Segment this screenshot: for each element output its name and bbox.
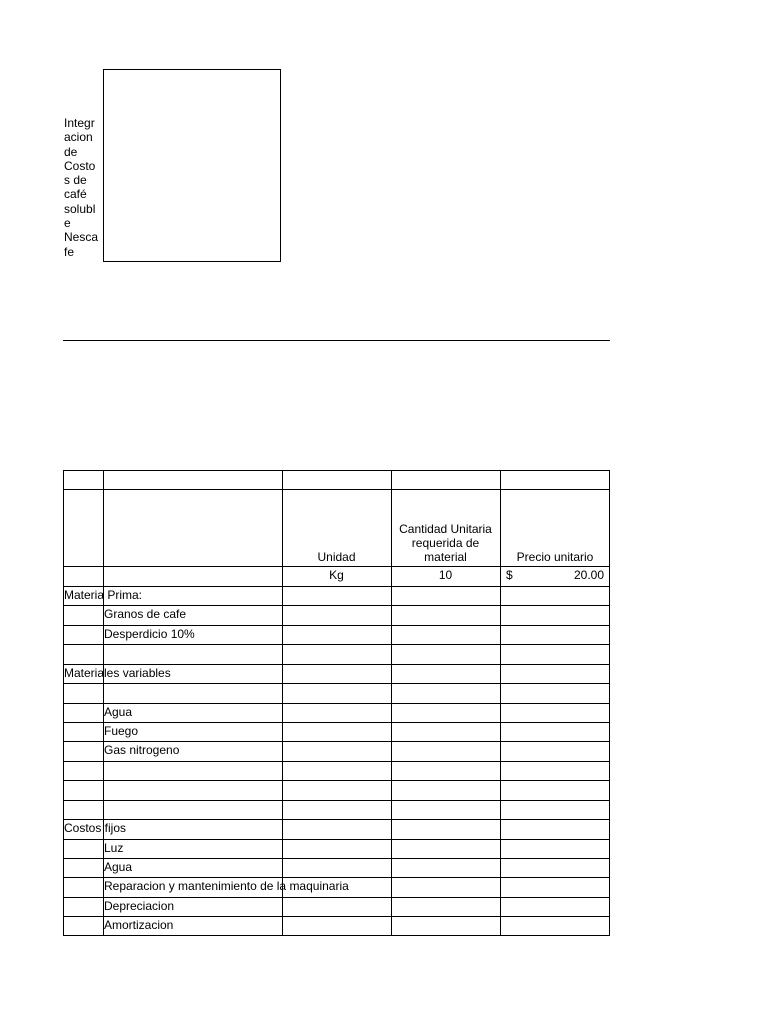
row-label: Materia Prima:	[64, 587, 143, 602]
row-label: Agua	[104, 860, 133, 874]
table-row	[63, 780, 610, 799]
table-row	[63, 664, 610, 683]
row-label: Granos de cafe	[104, 607, 187, 622]
row-label: Costos fijos	[64, 821, 127, 836]
document-title: Integr acion de Costo s de café solubl e Nesca fe	[64, 116, 99, 259]
table-row-units	[63, 566, 610, 585]
table-row	[63, 683, 610, 702]
image-placeholder	[103, 69, 281, 262]
row-label: Agua	[104, 704, 133, 719]
table-row	[63, 644, 610, 663]
table-row	[63, 741, 610, 760]
quantity-value: 10	[438, 568, 453, 583]
table-row-empty-top	[63, 470, 610, 489]
row-label: Amortizacion	[104, 918, 174, 933]
row-label: Reparacion y mantenimiento de la maquinaria	[104, 879, 349, 894]
row-label: Materiales variables	[64, 665, 171, 680]
header-unidad: Unidad	[317, 550, 356, 565]
header-cantidad: Cantidad Unitaria requerida de material	[399, 522, 492, 565]
table-row	[63, 625, 610, 644]
table-row	[63, 761, 610, 780]
table-row	[63, 916, 610, 935]
divider-line	[63, 340, 610, 341]
table-row	[63, 897, 610, 916]
row-label: Gas nitrogeno	[104, 743, 180, 758]
currency-symbol: $	[506, 568, 513, 583]
table-row	[63, 839, 610, 858]
row-label: Luz	[104, 840, 124, 855]
price-value: 20.00	[573, 568, 604, 583]
header-precio: Precio unitario	[516, 550, 594, 565]
table-row	[63, 605, 610, 624]
cost-table	[63, 470, 610, 936]
table-row	[63, 586, 610, 605]
row-label: Fuego	[104, 723, 139, 738]
table-row	[63, 703, 610, 722]
table-row	[63, 877, 610, 896]
table-row	[63, 858, 610, 877]
row-label: Depreciacion	[104, 898, 175, 913]
row-label: Desperdicio 10%	[104, 626, 195, 641]
unit-value: Kg	[329, 568, 344, 583]
table-header-row	[63, 489, 610, 566]
table-row	[63, 800, 610, 819]
table-row	[63, 819, 610, 838]
table-row	[63, 722, 610, 741]
